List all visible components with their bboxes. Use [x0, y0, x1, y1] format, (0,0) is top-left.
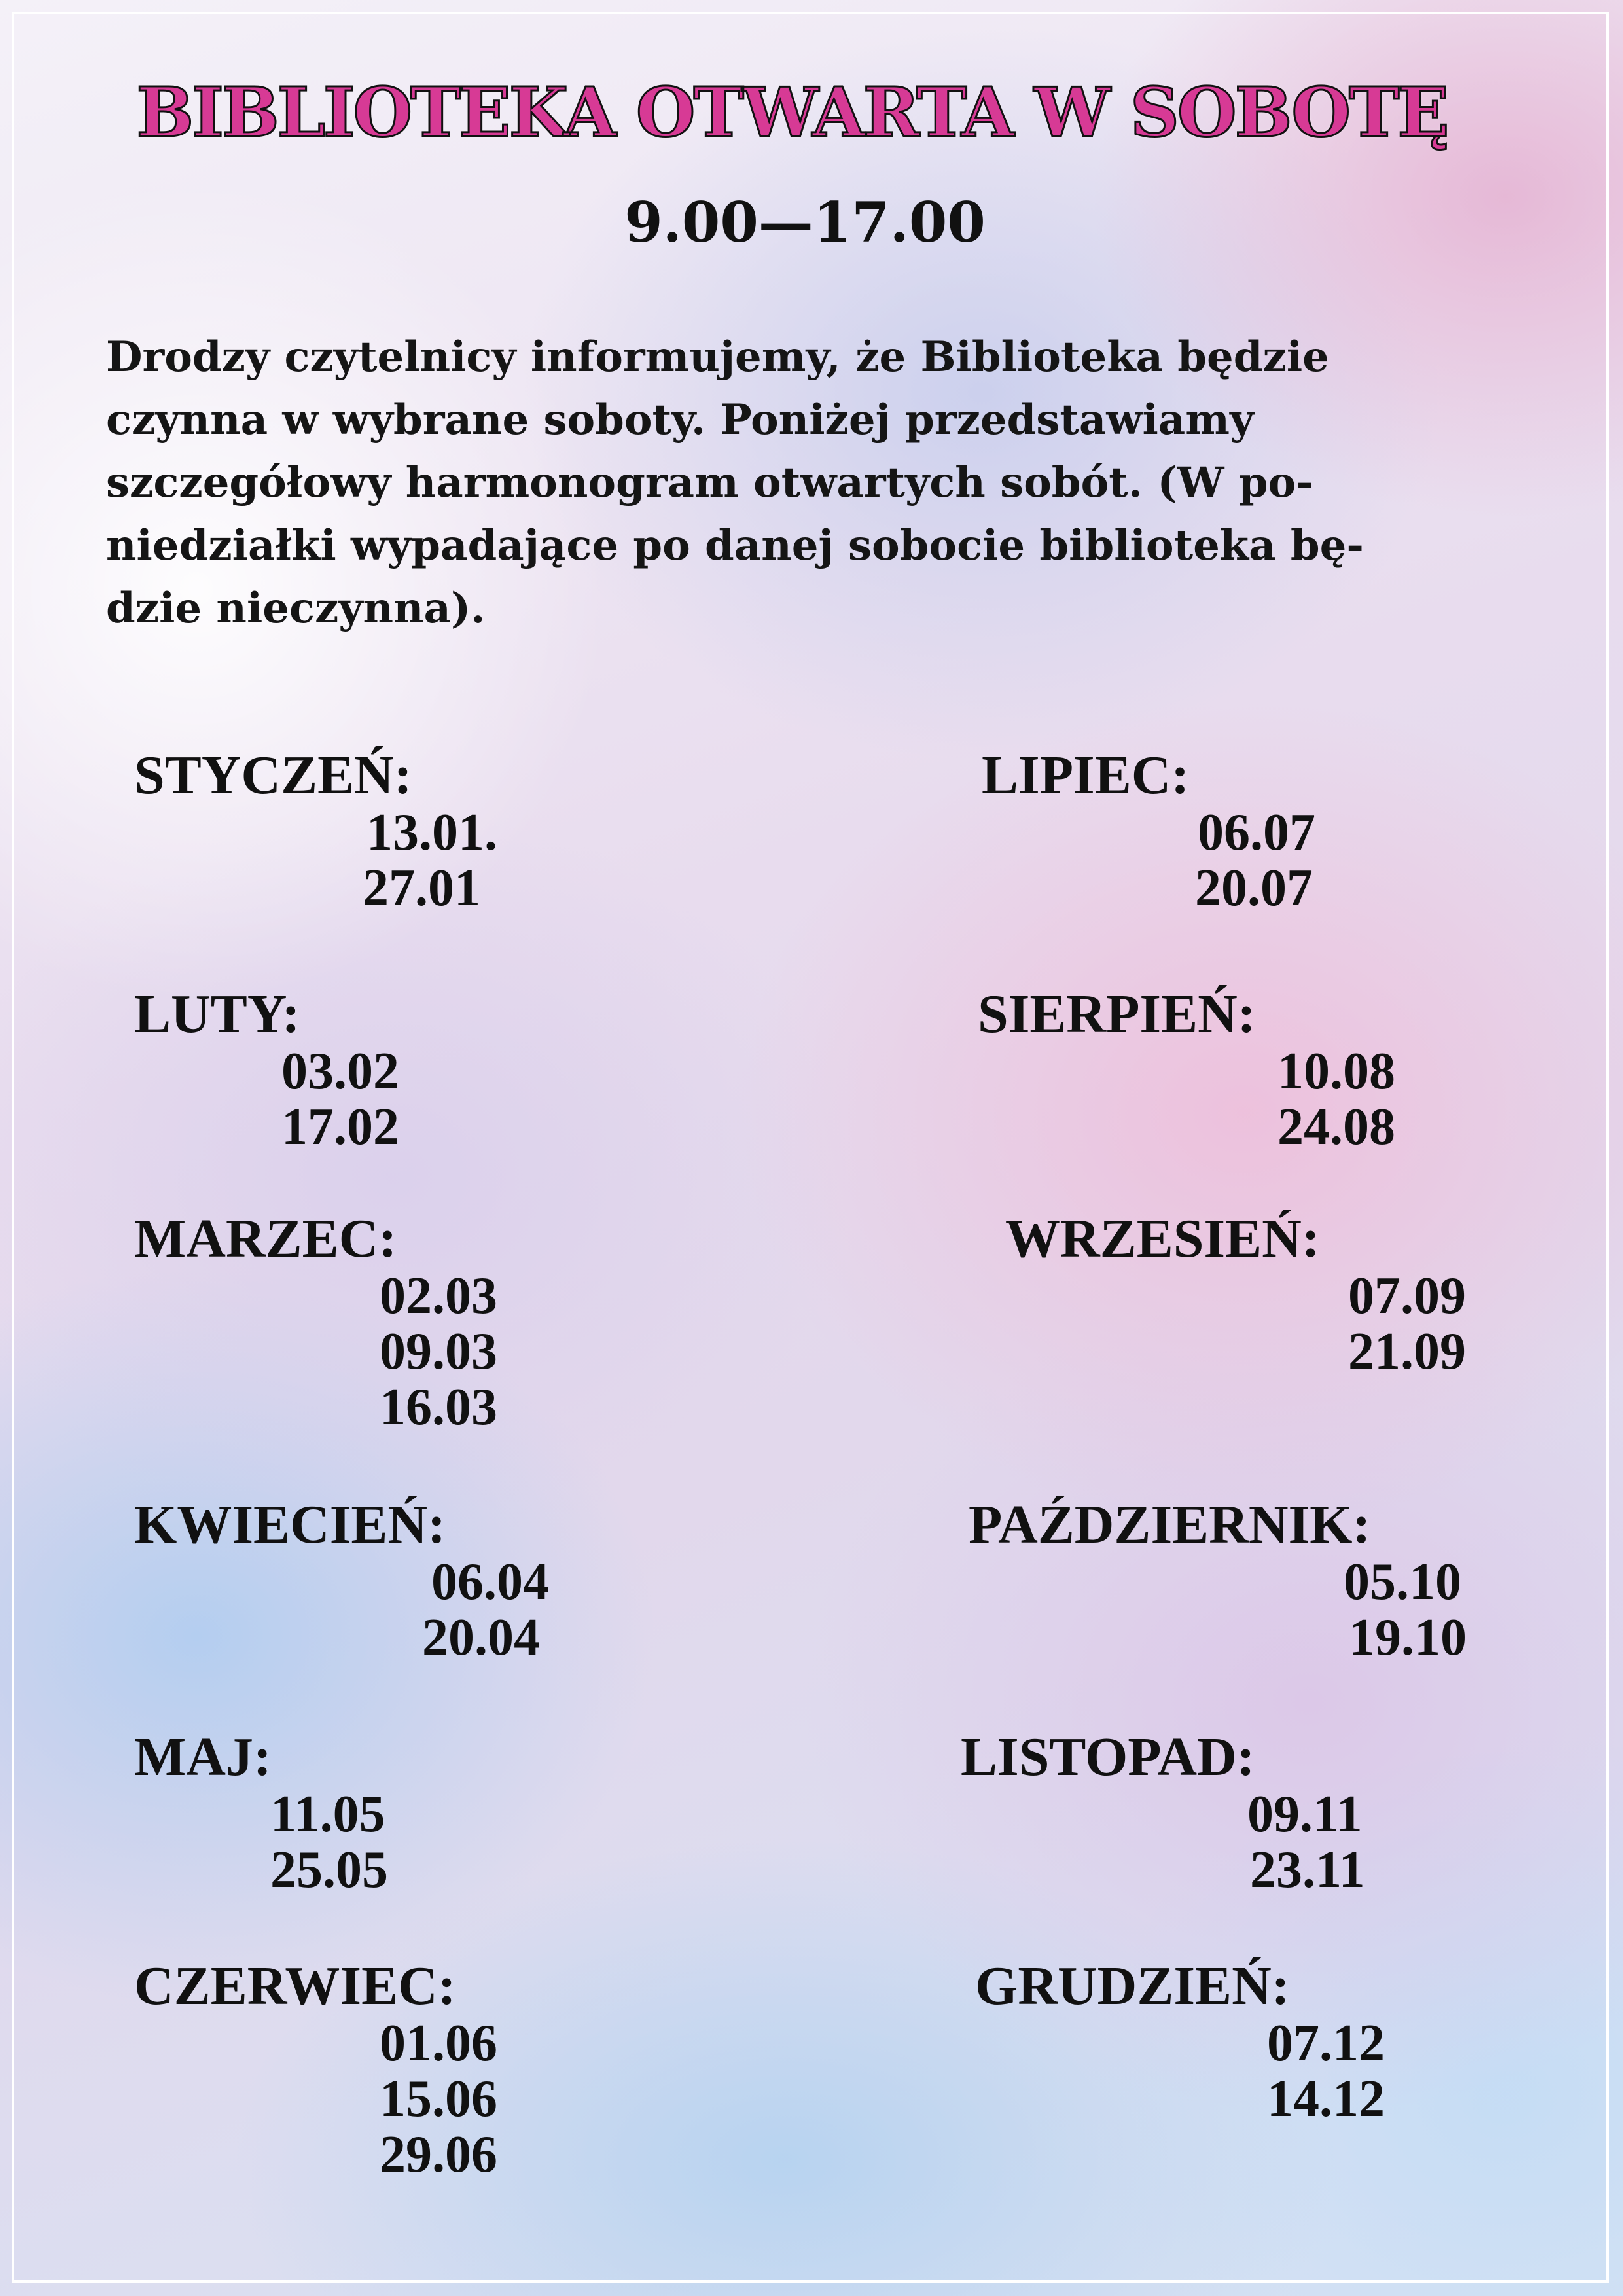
- month-august: [978, 985, 1395, 1155]
- opening-hours: 9.00—17.00: [624, 190, 986, 255]
- date-list: [1247, 1787, 1365, 1898]
- date-item: 01.06: [380, 2015, 497, 2072]
- month-february: [134, 985, 399, 1155]
- date-item: 06.04: [431, 1553, 549, 1611]
- month-name: KWIECIEŃ:: [134, 1494, 446, 1555]
- month-april: [134, 1496, 549, 1666]
- date-item: 14.12: [1267, 2070, 1385, 2128]
- month-november: [961, 1728, 1365, 1898]
- month-may: [134, 1728, 388, 1898]
- month-january: [134, 746, 497, 916]
- month-october: [969, 1496, 1467, 1666]
- date-list: [380, 1268, 497, 1435]
- month-september: [1005, 1210, 1466, 1380]
- date-item: 07.12: [1267, 2015, 1385, 2072]
- date-item: 10.08: [1277, 1043, 1395, 1100]
- date-item: 09.03: [380, 1323, 497, 1380]
- date-item: 03.02: [281, 1043, 399, 1100]
- date-list: [1277, 1044, 1395, 1155]
- month-name: LISTOPAD:: [961, 1727, 1255, 1787]
- date-item: 05.10: [1344, 1553, 1461, 1611]
- date-item: 21.09: [1348, 1323, 1466, 1380]
- intro-line: niedziałki wypadające po danej sobocie biblioteka bę-: [106, 521, 1364, 570]
- date-item: 09.11: [1247, 1785, 1363, 1843]
- date-item: 13.01.: [366, 804, 497, 861]
- month-name: CZERWIEC:: [134, 1956, 456, 2017]
- intro-line: dzie nieczynna).: [106, 584, 486, 633]
- date-item: 16.03: [380, 1378, 497, 1436]
- month-name: LUTY:: [134, 984, 300, 1045]
- month-name: MARZEC:: [134, 1208, 397, 1269]
- date-item: 20.07: [1195, 859, 1313, 917]
- date-item: 15.06: [380, 2070, 497, 2128]
- date-list: [380, 2016, 497, 2183]
- date-item: 11.05: [270, 1785, 385, 1843]
- month-name: WRZESIEŃ:: [1005, 1208, 1320, 1269]
- date-item: 07.09: [1348, 1267, 1466, 1325]
- month-name: SIERPIEŃ:: [978, 984, 1256, 1045]
- month-march: [134, 1210, 497, 1435]
- intro-line: szczegółowy harmonogram otwartych sobót. (W po-: [106, 458, 1313, 507]
- month-name: STYCZEŃ:: [134, 745, 412, 806]
- date-item: 20.04: [422, 1609, 540, 1666]
- month-name: MAJ:: [134, 1727, 272, 1787]
- date-item: 24.08: [1277, 1098, 1395, 1156]
- date-list: [270, 1787, 388, 1898]
- date-item: 23.11: [1250, 1841, 1365, 1899]
- month-name: LIPIEC:: [982, 745, 1190, 806]
- date-list: [1344, 1554, 1467, 1666]
- intro-paragraph: [106, 326, 1507, 640]
- date-list: [281, 1044, 399, 1155]
- month-july: [982, 746, 1315, 916]
- date-item: 19.10: [1349, 1609, 1467, 1666]
- month-name: GRUDZIEŃ:: [975, 1956, 1290, 2017]
- date-item: 02.03: [380, 1267, 497, 1325]
- date-list: [1348, 1268, 1466, 1380]
- date-list: [1267, 2016, 1385, 2127]
- intro-line: Drodzy czytelnicy informujemy, że Biblioteka będzie: [106, 332, 1329, 382]
- date-item: 29.06: [380, 2126, 497, 2183]
- month-name: PAŹDZIERNIK:: [969, 1494, 1371, 1555]
- date-item: 06.07: [1198, 804, 1315, 861]
- month-june: [134, 1957, 497, 2183]
- date-list: [1195, 804, 1315, 917]
- date-item: 27.01: [363, 859, 480, 917]
- month-december: [975, 1957, 1385, 2127]
- date-list: [363, 804, 497, 917]
- date-item: 25.05: [270, 1841, 388, 1899]
- intro-line: czynna w wybrane soboty. Poniżej przedstawiamy: [106, 395, 1255, 444]
- date-list: [422, 1554, 549, 1666]
- date-item: 17.02: [281, 1098, 399, 1156]
- poster-title: BIBLIOTEKA OTWARTA W SOBOTĘ: [136, 72, 1448, 152]
